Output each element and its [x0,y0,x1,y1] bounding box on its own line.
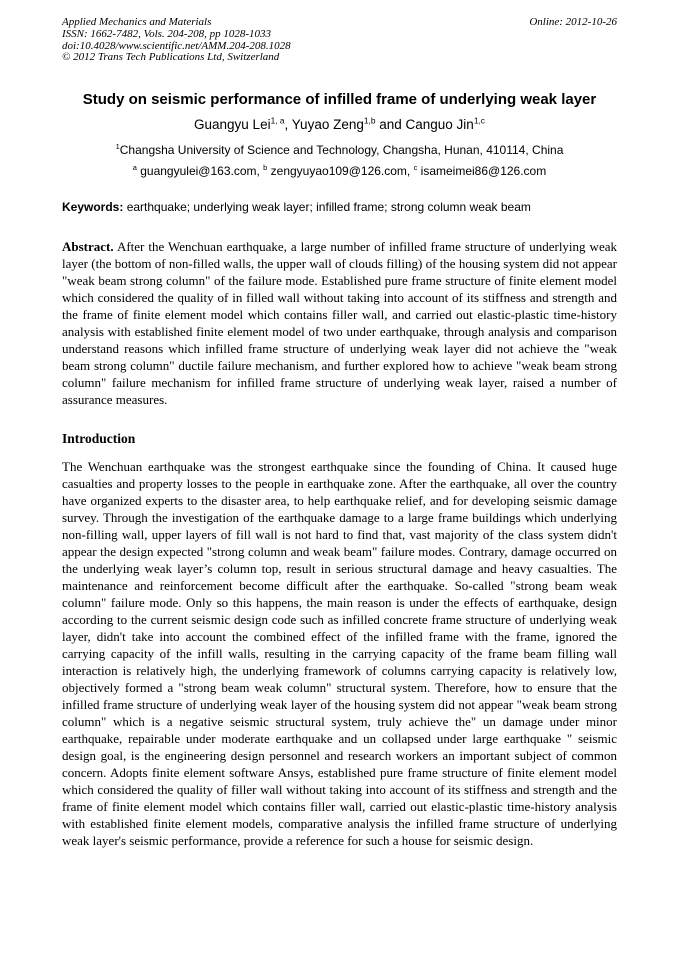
author-affiliation-mark: 1, a [270,115,285,126]
keywords-text: earthquake; underlying weak layer; infilled frame; strong column weak beam [123,200,531,215]
journal-copyright-line: © 2012 Trans Tech Publications Ltd, Switzerland [62,51,280,64]
email-mark: b [263,163,268,173]
journal-issn-line: ISSN: 1662-7482, Vols. 204-208, pp 1028-1033 [62,27,271,40]
email-mark: c [413,163,418,173]
email-separator: , [256,164,264,179]
emails-line [62,164,617,178]
author-name: Canguo Jin [405,117,474,133]
abstract-label: Abstract. [62,239,114,255]
email-address: isameimei86@126.com [417,164,547,179]
abstract-paragraph [62,238,617,408]
author-separator: , [284,117,292,133]
keywords-line [62,200,617,214]
affiliation-text: Changsha University of Science and Technology, Changsha, Hunan, 410114, China [119,143,564,158]
email-mark: a [132,163,137,173]
affiliation-line [62,143,617,157]
email-separator: , [406,164,414,179]
online-date: Online: 2012-10-26 [529,16,617,28]
affiliation-mark: 1 [115,142,120,152]
author-separator: and [375,117,406,133]
journal-info-block [62,17,291,64]
section-heading-introduction: Introduction [62,431,136,447]
journal-title: Applied Mechanics and Materials [62,16,212,28]
authors-line [62,117,617,132]
author-affiliation-mark: 1,c [473,115,485,126]
journal-doi-line: doi:10.4028/www.scientific.net/AMM.204-208.1028 [62,39,291,52]
author-name: Yuyao Zeng [291,117,364,133]
author-affiliation-mark: 1,b [363,115,376,126]
email-address: guangyulei@163.com [136,164,257,179]
author-name: Guangyu Lei [194,117,271,133]
abstract-text: After the Wenchuan earthquake, a large number of infilled frame structure of underlying weak layer (the bottom of non-filled walls, the upper wall of clouds filling) of the housing system did not appear "weak beam strong column" of the failure mode. Established pure frame structure of finite element model which considered the quality of in filled wall without taking into account of its stiffness and strength and the frame of finite element model which contains filler wall, and carried out elastic-plastic time-history analysis with established finite element model of two under earthquake, through analysis and comparison understand reasons which infilled frame structure of underlying weak layer did not achieve the "weak beam strong column" ductile failure mechanism, and further explored how to achieve "weak beam strong column" failure mechanism for infilled frame structure of underlying weak layer, raised a number of assurance measures. [62,239,617,408]
keywords-label: Keywords: [62,200,124,215]
introduction-paragraph: The Wenchuan earthquake was the strongest earthquake since the founding of China. It caused huge casualties and property losses to the people in earthquake zone. After the earthquake, all over the country have organized experts to the disaster area, to help earthquake relief, and for developing seismic damage survey. Through the investigation of the earthquake damage to a large frame buildings which underlying non-filling wall, upper layers of fill wall is not hard to find that, vast majority of the class system didn't appear the design expected "strong column and weak beam" failure modes. Contrary, damage occurred on the underlying weak layer’s column top, result in serious structural damage and heavy casualties. The maintenance and reinforcement become difficult after the earthquake. So-called "strong beam weak column" failure mode. Only so this happens, the main reason is under the effects of earthquake, design according to the current seismic design code such as infilled concrete frame structure of underlying weak layer, didn't take into account the combined effect of the infilled frame with the frame, ignored the carrying capacity of the infill walls, resulting in the carrying capacity of the frame beam filling wall interaction is relatively high, the underlying framework of columns carrying capacity is relatively low, objectively formed a "strong beam weak column" structural system. Therefore, how to ensure that the infilled frame structure of underlying weak layer of the housing system did not appear "weak beam strong column" which is a negative seismic structural system, truly achieve the" un damage under minor earthquake, repairable under moderate earthquake and un collapsed under large earthquake " seismic design goal, is the engineering design personnel and research workers an important subject of common concern. Adopts finite element software Ansys, established pure frame structure of finite element model which considered the quality of filler wall without taking into account of its stiffness and strength and the frame of finite element model which contains filler wall, carried out elastic-plastic time-history analysis with established finite element models, comparative analysis the infilled frame structure of underlying weak layer's seismic performance, provide a reference for such a house for seismic design. [62,459,617,849]
journal-header [62,17,617,64]
email-address: zengyuyao109@126.com [267,164,407,179]
paper-title: Study on seismic performance of infilled frame of underlying weak layer [82,91,597,109]
